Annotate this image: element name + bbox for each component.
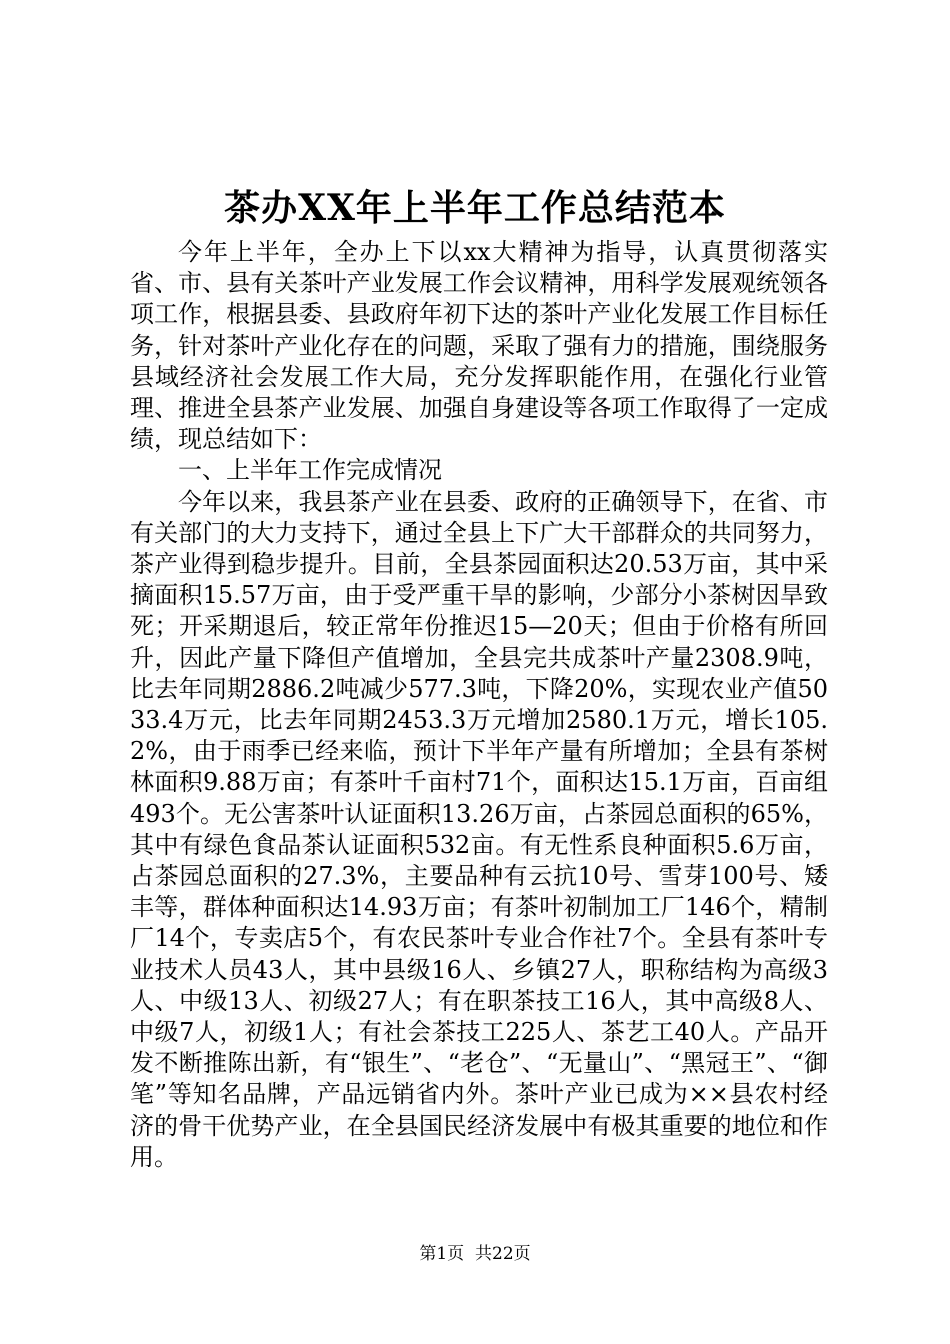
section-paragraph: 今年以来，我县茶产业在县委、政府的正确领导下，在省、市有关部门的大力支持下，通过全县上下广大干部群众的共同努力，茶产业得到稳步提升。目前，全县茶园面积达20.53万亩，其中采摘面积15.57万亩，由于受严重干旱的影响，少部分小茶树因旱致死；开采期退后，较正常年份推迟15—20天；但由于价格有所回升，因此产量下降但产值增加，全县完共成茶叶产量2308.9吨，比去年同期2886.2吨减少577.3吨，下降20%，实现农业产值5033.4万元，比去年同期2453.3万元增加2580.1万元，增长105.2%，由于雨季已经来临，预计下半年产量有所增加；全县有茶树林面积9.88万亩；有茶叶千亩村71个，面积达15.1万亩，百亩组493个。无公害茶叶认证面积13.26万亩，占茶园总面积的65%，其中有绿色食品茶认证面积532亩。有无性系良种面积5.6万亩，占茶园总面积的27.3%，主要品种有云抗10号、雪芽100号、矮丰等，群体种面积达14.93万亩；有茶叶初制加工厂146个，精制厂14个，专卖店5个，有农民茶叶专业合作社7个。全县有茶叶专业技术人员43人，其中县级16人、乡镇27人，职称结构为高级3人、中级13人、初级27人；有在职茶技工16人，其中高级8人、中级7人，初级1人；有社会茶技工225人、茶艺工40人。产品开发不断推陈出新，有“银生”、“老仓”、“无量山”、“黑冠王”、“御笔”等知名品牌，产品远销省内外。茶叶产业已成为××县农村经济的骨干优势产业，在全县国民经济发展中有极其重要的地位和作用。 xyxy=(130,487,828,1171)
intro-paragraph: 今年上半年，全办上下以xx大精神为指导，认真贯彻落实省、市、县有关茶叶产业发展工作会议精神，用科学发展观统领各项工作，根据县委、县政府年初下达的茶叶产业化发展工作目标任务，针对茶叶产业化存在的问题，采取了强有力的措施，围绕服务县域经济社会发展工作大局，充分发挥职能作用，在强化行业管理、推进全县茶产业发展、加强自身建设等各项工作取得了一定成绩，现总结如下： xyxy=(130,238,828,454)
document-body xyxy=(130,237,828,1173)
section-heading: 一、上半年工作完成情况 xyxy=(178,456,442,485)
page-footer xyxy=(0,1242,950,1266)
document-title: 茶办XX年上半年工作总结范本 xyxy=(224,187,726,229)
page-number: 第1页 xyxy=(419,1244,465,1264)
page-total: 共22页 xyxy=(475,1244,531,1264)
